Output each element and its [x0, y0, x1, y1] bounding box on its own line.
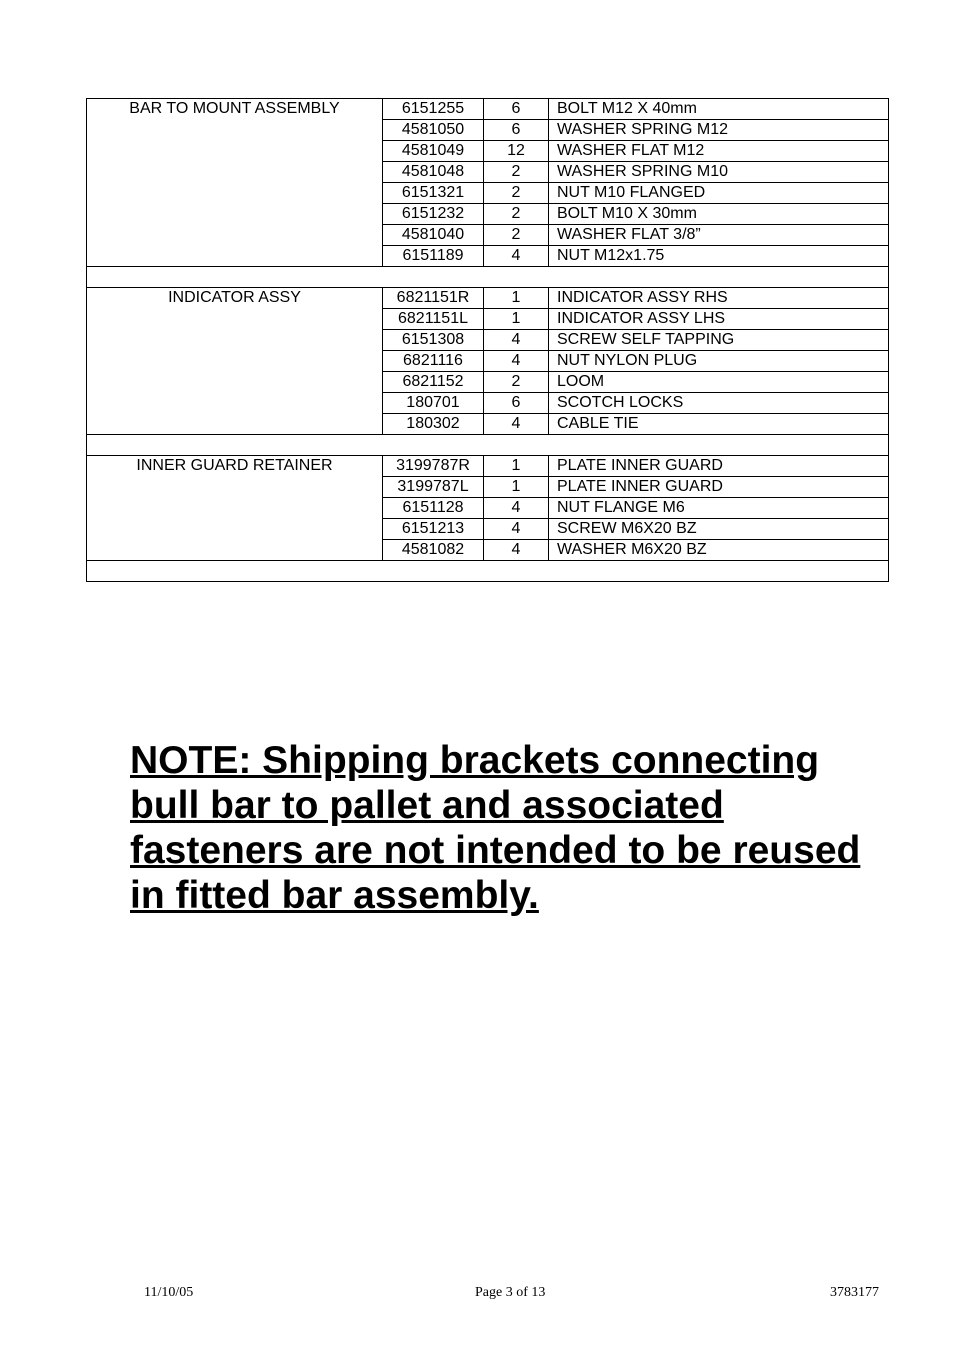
- description-cell: NUT NYLON PLUG: [549, 351, 889, 372]
- part-code-cell: 4581048: [383, 162, 484, 183]
- spacer-cell: [87, 267, 889, 288]
- part-code-cell: 3199787R: [383, 456, 484, 477]
- description-cell: PLATE INNER GUARD: [549, 456, 889, 477]
- quantity-cell: 2: [484, 162, 549, 183]
- description-cell: WASHER FLAT 3/8”: [549, 225, 889, 246]
- quantity-cell: 4: [484, 414, 549, 435]
- footer-page-number: Page 3 of 13: [475, 1285, 546, 1300]
- part-code-cell: 6151189: [383, 246, 484, 267]
- part-code-cell: 180302: [383, 414, 484, 435]
- quantity-cell: 4: [484, 330, 549, 351]
- description-cell: BOLT M12 X 40mm: [549, 99, 889, 120]
- part-code-cell: 6151128: [383, 498, 484, 519]
- spacer-row: [87, 267, 889, 288]
- part-code-cell: 6151308: [383, 330, 484, 351]
- quantity-cell: 1: [484, 456, 549, 477]
- quantity-cell: 6: [484, 120, 549, 141]
- quantity-cell: 2: [484, 225, 549, 246]
- spacer-row: [87, 435, 889, 456]
- quantity-cell: 4: [484, 351, 549, 372]
- spacer-row: [87, 561, 889, 582]
- parts-table-body: [87, 99, 889, 582]
- part-code-cell: 180701: [383, 393, 484, 414]
- quantity-cell: 2: [484, 183, 549, 204]
- quantity-cell: 4: [484, 246, 549, 267]
- description-cell: NUT FLANGE M6: [549, 498, 889, 519]
- quantity-cell: 4: [484, 540, 549, 561]
- part-code-cell: 4581082: [383, 540, 484, 561]
- description-cell: INDICATOR ASSY LHS: [549, 309, 889, 330]
- part-code-cell: 6151255: [383, 99, 484, 120]
- quantity-cell: 1: [484, 309, 549, 330]
- description-cell: WASHER M6X20 BZ: [549, 540, 889, 561]
- assembly-name: INDICATOR ASSY: [87, 288, 383, 435]
- description-cell: WASHER SPRING M12: [549, 120, 889, 141]
- quantity-cell: 6: [484, 99, 549, 120]
- description-cell: PLATE INNER GUARD: [549, 477, 889, 498]
- description-cell: NUT M12x1.75: [549, 246, 889, 267]
- description-cell: WASHER SPRING M10: [549, 162, 889, 183]
- description-cell: NUT M10 FLANGED: [549, 183, 889, 204]
- description-cell: WASHER FLAT M12: [549, 141, 889, 162]
- part-code-cell: 6821151R: [383, 288, 484, 309]
- table-row: [87, 456, 889, 477]
- footer-date: 11/10/05: [144, 1285, 194, 1300]
- description-cell: SCREW M6X20 BZ: [549, 519, 889, 540]
- part-code-cell: 4581049: [383, 141, 484, 162]
- footer-document-number: 3783177: [830, 1285, 879, 1300]
- quantity-cell: 4: [484, 519, 549, 540]
- quantity-cell: 2: [484, 204, 549, 225]
- part-code-cell: 6821152: [383, 372, 484, 393]
- description-cell: SCOTCH LOCKS: [549, 393, 889, 414]
- description-cell: CABLE TIE: [549, 414, 889, 435]
- description-cell: BOLT M10 X 30mm: [549, 204, 889, 225]
- assembly-name: BAR TO MOUNT ASSEMBLY: [87, 99, 383, 267]
- spacer-cell: [87, 561, 889, 582]
- table-row: [87, 288, 889, 309]
- quantity-cell: 1: [484, 288, 549, 309]
- part-code-cell: 6151232: [383, 204, 484, 225]
- part-code-cell: 3199787L: [383, 477, 484, 498]
- description-cell: LOOM: [549, 372, 889, 393]
- description-cell: SCREW SELF TAPPING: [549, 330, 889, 351]
- assembly-name: INNER GUARD RETAINER: [87, 456, 383, 561]
- part-code-cell: 6151213: [383, 519, 484, 540]
- quantity-cell: 12: [484, 141, 549, 162]
- quantity-cell: 6: [484, 393, 549, 414]
- spacer-cell: [87, 435, 889, 456]
- part-code-cell: 4581040: [383, 225, 484, 246]
- quantity-cell: 4: [484, 498, 549, 519]
- part-code-cell: 6821116: [383, 351, 484, 372]
- part-code-cell: 4581050: [383, 120, 484, 141]
- shipping-note: NOTE: Shipping brackets connecting bull bar to pallet and associated fasteners are not intended to be reused in fitted bar assembly.: [130, 739, 861, 917]
- quantity-cell: 2: [484, 372, 549, 393]
- table-row: [87, 99, 889, 120]
- description-cell: INDICATOR ASSY RHS: [549, 288, 889, 309]
- part-code-cell: 6821151L: [383, 309, 484, 330]
- quantity-cell: 1: [484, 477, 549, 498]
- parts-table: [86, 98, 889, 582]
- part-code-cell: 6151321: [383, 183, 484, 204]
